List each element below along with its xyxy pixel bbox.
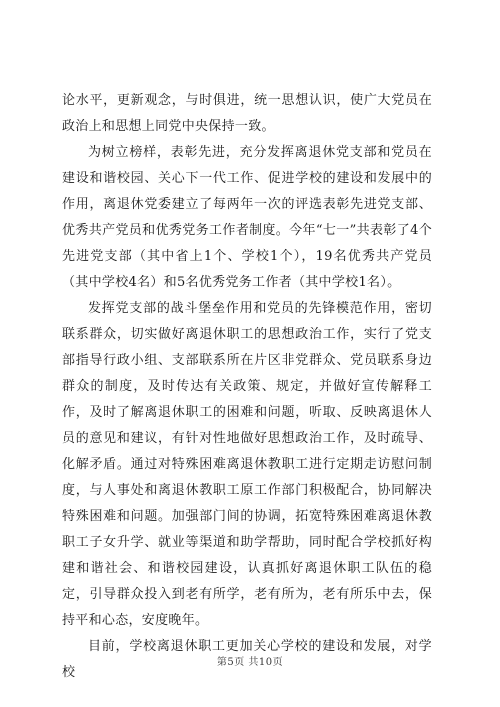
- paragraph-continuation: 论水平，更新观念，与时俱进，统一思想认识，使广大党员在政治上和思想上同党中央保持一致。: [62, 93, 432, 134]
- paragraph-party-branch-role: 发挥党支部的战斗堡垒作用和党员的先锋模范作用，密切联系群众，切实做好离退休职工的思想政治工作，实行了党支部指导行政小组、支部联系所在片区非党群众、党员联系身边群众的制度，及时传达有关政策、规定，并做好宣传解释工作，及时了解离退休职工的困难和问题，听取、反映离退休人员的意见和建议，有针对性地做好思想政治工作，及时疏导、化解矛盾。通过对特殊困难离退休教职工进行定期走访慰问制度，与人事处和离退休教职工原工作部门积极配合，协同解决特殊困难和问题。加强部门间的协调，拓宽特殊困难离退休教职工子女升学、就业等渠道和助学帮助，同时配合学校抓好构建和谐社会、和谐校园建设，认真抓好离退休职工队伍的稳定，引导群众投入到老有所学，老有所为，老有所乐中去，保持平和心态，安度晚年。: [62, 301, 432, 628]
- paragraph-current-status: 目前，学校离退休职工更加关心学校的建设和发展，对学校: [62, 639, 432, 680]
- document-body: [62, 88, 432, 686]
- page-footer: 第5页 共10页: [216, 657, 284, 668]
- paragraph-commendation: 为树立榜样，表彰先进，充分发挥离退休党支部和党员在建设和谐校园、关心下一代工作、促进学校的建设和发展中的作用，离退休党委建立了每两年一次的评选表彰先进党支部、优秀共产党员和优秀党务工作者制度。今年“七一”共表彰了4个先进党支部（其中省上1个、学校1个），19名优秀共产党员（其中学校4名）和5名优秀党务工作者（其中学校1名）。: [62, 145, 432, 290]
